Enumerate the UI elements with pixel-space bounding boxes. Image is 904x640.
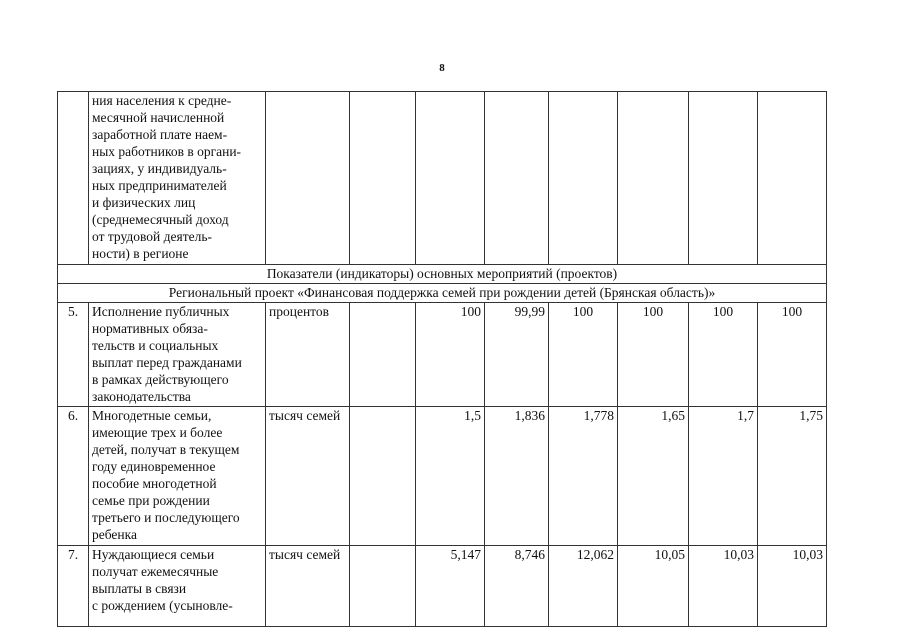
base-value-cell [350, 546, 416, 627]
name-line: месячной начисленной [92, 110, 225, 125]
value-cell [416, 92, 485, 265]
value-cell: 10,03 [758, 546, 827, 627]
value-cell [689, 92, 758, 265]
name-line: законодательства [92, 389, 191, 404]
name-line: от трудовой деятель- [92, 229, 212, 244]
value-cell: 1,7 [689, 407, 758, 546]
row-number: 7. [58, 546, 89, 627]
value-cell: 100 [618, 303, 689, 407]
unit-cell: тысяч семей [266, 407, 350, 546]
name-line: Нуждающиеся семьи [92, 547, 215, 562]
name-line: ных предпринимателей [92, 178, 227, 193]
page-number: 8 [439, 62, 445, 74]
value-cell: 100 [416, 303, 485, 407]
unit-cell [266, 92, 350, 265]
value-cell [618, 92, 689, 265]
indicator-name-cell [89, 407, 266, 546]
indicator-name-cell [89, 92, 266, 265]
table-row [58, 546, 827, 627]
name-line: нормативных обяза- [92, 321, 208, 336]
name-line: с рождением (усыновле- [92, 598, 233, 613]
name-line: зациях, у индивидуаль- [92, 161, 227, 176]
name-line: в рамках действующего [92, 372, 229, 387]
base-value-cell [350, 303, 416, 407]
name-line: и физических лиц [92, 195, 196, 210]
project-header-row [58, 284, 827, 303]
indicators-table [57, 91, 827, 627]
value-cell [758, 92, 827, 265]
indicator-name-cell [89, 303, 266, 407]
name-line: семье при рождении [92, 493, 210, 508]
name-line: ния населения к средне- [92, 93, 232, 108]
section-header-row [58, 265, 827, 284]
name-line: выплаты в связи [92, 581, 187, 596]
value-cell: 8,746 [485, 546, 549, 627]
indicator-name-cell [89, 546, 266, 627]
base-value-cell [350, 92, 416, 265]
name-line: году единовременное [92, 459, 216, 474]
name-line: третьего и последующего [92, 510, 240, 525]
name-line: детей, получат в текущем [92, 442, 240, 457]
value-cell: 10,03 [689, 546, 758, 627]
name-line: имеющие трех и более [92, 425, 223, 440]
name-line: ных работников в органи- [92, 144, 242, 159]
project-header: Региональный проект «Финансовая поддержка семей при рождении детей (Брянская область)» [58, 284, 827, 303]
value-cell: 5,147 [416, 546, 485, 627]
value-cell: 1,5 [416, 407, 485, 546]
unit-cell: процентов [266, 303, 350, 407]
row-number: 6. [58, 407, 89, 546]
row-number-cell [58, 92, 89, 265]
name-line: выплат перед гражданами [92, 355, 242, 370]
table-row [58, 407, 827, 546]
name-line: тельств и социальных [92, 338, 219, 353]
value-cell: 1,75 [758, 407, 827, 546]
value-cell [485, 92, 549, 265]
value-cell: 99,99 [485, 303, 549, 407]
unit-cell: тысяч семей [266, 546, 350, 627]
name-line: (среднемесячный доход [92, 212, 229, 227]
value-cell: 1,65 [618, 407, 689, 546]
table-row [58, 303, 827, 407]
table-row-continued [58, 92, 827, 265]
value-cell: 100 [689, 303, 758, 407]
value-cell: 12,062 [549, 546, 618, 627]
row-number: 5. [58, 303, 89, 407]
value-cell: 100 [758, 303, 827, 407]
value-cell: 100 [549, 303, 618, 407]
name-line: Многодетные семьи, [92, 408, 212, 423]
base-value-cell [350, 407, 416, 546]
name-line: получат ежемесячные [92, 564, 219, 579]
name-line: пособие многодетной [92, 476, 217, 491]
name-line: Исполнение публичных [92, 304, 230, 319]
value-cell: 1,778 [549, 407, 618, 546]
value-cell [549, 92, 618, 265]
name-line: ности) в регионе [92, 246, 189, 261]
section-header: Показатели (индикаторы) основных мероприятий (проектов) [58, 265, 827, 284]
value-cell: 1,836 [485, 407, 549, 546]
value-cell: 10,05 [618, 546, 689, 627]
name-line: заработной плате наем- [92, 127, 228, 142]
name-line: ребенка [92, 527, 137, 542]
